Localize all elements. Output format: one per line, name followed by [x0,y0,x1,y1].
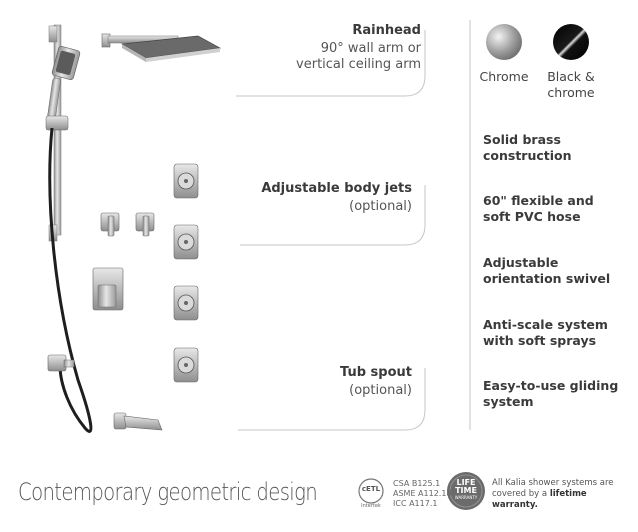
rainhead-sub-line1: 90° wall arm or [320,41,421,56]
feature-line2: with soft sprays [483,333,597,348]
feature-line2: system [483,394,534,409]
hand-shower [46,46,81,130]
cetl-logo-text: cETL [361,485,381,493]
finish-chrome-label: Chrome [479,69,529,84]
rainhead [102,34,220,62]
feature-line1: Adjustable [483,255,559,270]
feature-line2: orientation swivel [483,271,611,286]
body-jet [174,225,198,259]
body-jet [174,348,198,382]
rainhead-title: Rainhead [352,23,421,38]
standard-item: ICC A117.1 [393,499,438,508]
feature-line2: construction [483,148,572,163]
tub-spout-sub: (optional) [349,383,412,398]
body-jets-sub: (optional) [349,199,412,214]
body-jets-title: Adjustable body jets [261,181,412,196]
body-jet [174,164,198,198]
finish-black-chrome-label-line2: chrome [547,85,595,100]
warranty-bold-word: lifetime [549,489,587,499]
lifetime-badge-text [450,479,482,501]
feature-item [483,255,633,287]
feature-item [483,132,633,164]
rainhead-sub-line2: vertical ceiling arm [296,57,421,72]
warranty-text-main: All Kalia shower systems are covered by a [492,478,614,499]
warranty-text [492,478,632,511]
finish-black-chrome-label-line1: Black & [547,69,595,84]
diverter-knobs [101,213,154,236]
body-jet [174,286,198,320]
standard-item: CSA B125.1 [393,479,441,488]
cetl-logo-sub: Intertek [361,503,381,509]
tagline: Contemporary geometric design [18,478,318,506]
feature-item [483,317,633,349]
black-chrome-swatch [553,24,589,60]
standard-item: ASME A112.18.1 [393,489,460,498]
feature-line2: soft PVC hose [483,209,581,224]
feature-item [483,193,633,225]
tub-spout [114,413,162,430]
feature-line1: 60" flexible and [483,193,594,208]
lifetime-badge-line1: LIFE [456,478,476,487]
chrome-swatch [486,24,522,60]
feature-line1: Easy-to-use gliding [483,378,619,393]
lifetime-badge-line3: WARRANTY [454,495,478,500]
warranty-bold-end: warranty. [492,500,538,510]
wall-elbow [48,355,74,371]
tub-spout-title: Tub spout [340,365,412,380]
lifetime-badge-line2: TIME [455,486,477,495]
valve-trim [93,268,123,310]
feature-line1: Anti-scale system [483,317,608,332]
feature-item [483,378,633,410]
feature-line1: Solid brass [483,132,561,147]
